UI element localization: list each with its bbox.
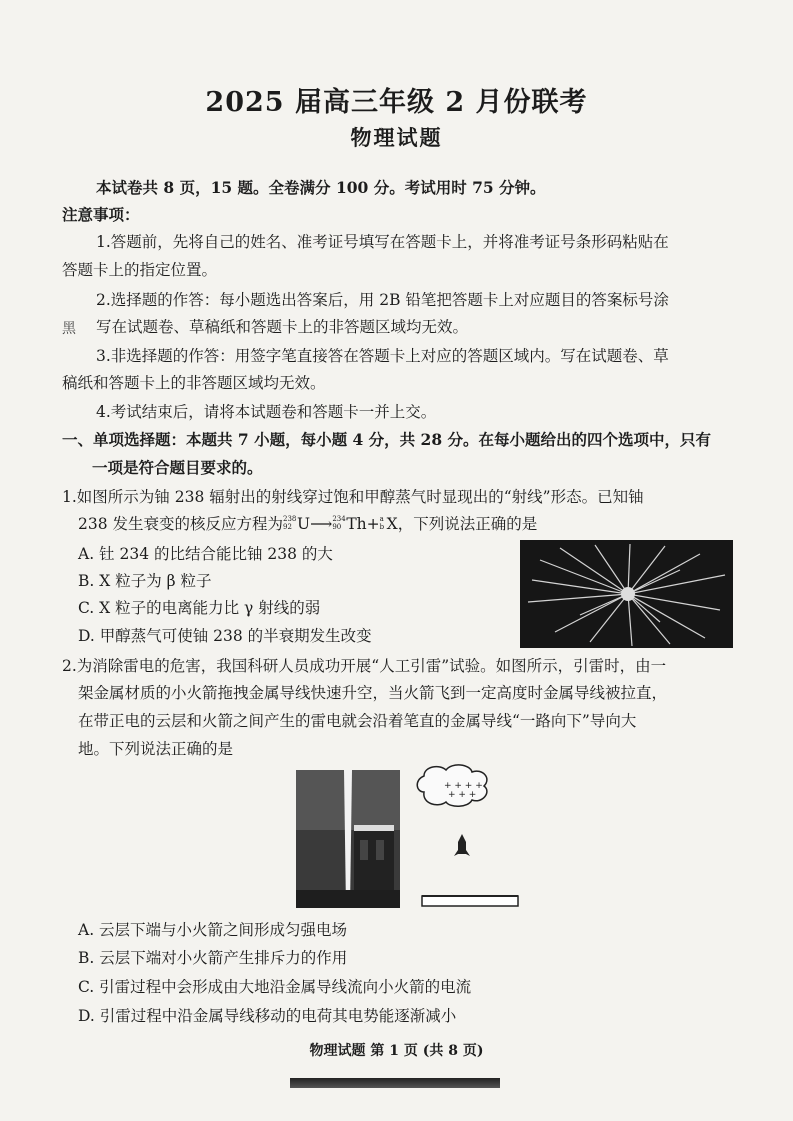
rocket-lightning-diagram xyxy=(410,762,530,912)
q1-option-a: A. 钍 234 的比结合能比铀 238 的大 xyxy=(78,545,333,563)
q2-option-b: B. 云层下端对小火箭产生排斥力的作用 xyxy=(78,949,348,967)
notice-3b: 稿纸和答题卡上的非答题区域均无效。 xyxy=(62,374,326,392)
notice-2b: 写在试题卷、草稿纸和答题卡上的非答题区域均无效。 xyxy=(96,318,469,336)
q1-stem-b xyxy=(78,514,537,534)
cloud-charges-top: + + + + xyxy=(444,781,483,791)
section-heading-a: 一、单项选择题：本题共 7 小题，每小题 4 分，共 28 分。在每小题给出的四个选项中，只有 xyxy=(62,430,712,449)
uranium-symbol: U xyxy=(297,515,311,533)
q1-option-d: D. 甲醇蒸气可使铀 238 的半衰期发生改变 xyxy=(78,627,372,645)
footer-divider xyxy=(290,1078,500,1088)
section-heading-b: 一项是符合题目要求的。 xyxy=(92,458,263,477)
cloud-charges-bottom: + + + xyxy=(448,790,477,800)
x-nuclide: a b xyxy=(379,515,385,531)
q2-stem-d: 地。下列说法正确的是 xyxy=(78,740,234,758)
notice-4: 4.考试结束后，请将本试题卷和答题卡一并上交。 xyxy=(96,403,437,421)
uranium-nuclide: 238 92 xyxy=(283,515,297,531)
q2-stem-a: 2.为消除雷电的危害，我国科研人员成功开展“人工引雷”试验。如图所示，引雷时，由一 xyxy=(62,657,667,675)
thorium-nuclide: 234 90 xyxy=(332,515,346,531)
rocket-icon xyxy=(454,834,470,856)
notice-1b: 答题卡上的指定位置。 xyxy=(62,261,218,279)
q1-option-b: B. X 粒子为 β 粒子 xyxy=(78,572,212,590)
q1-stem-a: 1.如图所示为铀 238 辐射出的射线穿过饱和甲醇蒸气时显现出的“射线”形态。已知铀 xyxy=(62,488,644,506)
page-footer: 物理试题 第 1 页 (共 8 页) xyxy=(309,1043,484,1059)
exam-summary: 本试卷共 8 页，15 题。全卷满分 100 分。考试用时 75 分钟。 xyxy=(96,178,546,197)
q2-stem-c: 在带正电的云层和火箭之间产生的雷电就会沿着笔直的金属导线“一路向下”导向大 xyxy=(78,712,637,730)
notice-3a: 3.非选择题的作答：用签字笔直接答在答题卡上对应的答题区域内。写在试题卷、草 xyxy=(96,347,669,365)
page-subtitle: 物理试题 xyxy=(350,125,443,150)
notice-1a: 1.答题前，先将自己的姓名、准考证号填写在答题卡上，并将准考证号条形码粘贴在 xyxy=(96,233,669,251)
notice-title: 注意事项： xyxy=(62,205,140,224)
q2-stem-b: 架金属材质的小火箭拖拽金属导线快速升空，当火箭飞到一定高度时金属导线被拉直， xyxy=(78,684,668,702)
page-title: 2025 届高三年级 2 月份联考 xyxy=(205,87,588,118)
x-symbol: X xyxy=(386,515,398,533)
q1-stem-pre: 238 发生衰变的核反应方程为 xyxy=(78,515,284,533)
notice-2a: 2.选择题的作答：每小题选出答案后，用 2B 铅笔把答题卡上对应题目的答案标号涂 xyxy=(96,291,669,309)
q1-option-c: C. X 粒子的电离能力比 γ 射线的弱 xyxy=(78,599,321,617)
q1-stem-post: ，下列说法正确的是 xyxy=(397,515,538,533)
q2-option-c: C. 引雷过程中会形成由大地沿金属导线流向小火箭的电流 xyxy=(78,978,472,996)
q2-option-d: D. 引雷过程中沿金属导线移动的电荷其电势能逐渐减小 xyxy=(78,1007,457,1025)
thorium-symbol: Th+ xyxy=(346,515,380,533)
reaction-arrow: ⟶ xyxy=(310,515,333,533)
cloud-chamber-photo xyxy=(520,540,733,648)
q2-option-a: A. 云层下端与小火箭之间形成匀强电场 xyxy=(78,921,348,939)
margin-mark: 黑 xyxy=(62,321,76,337)
lightning-photo xyxy=(296,770,400,908)
